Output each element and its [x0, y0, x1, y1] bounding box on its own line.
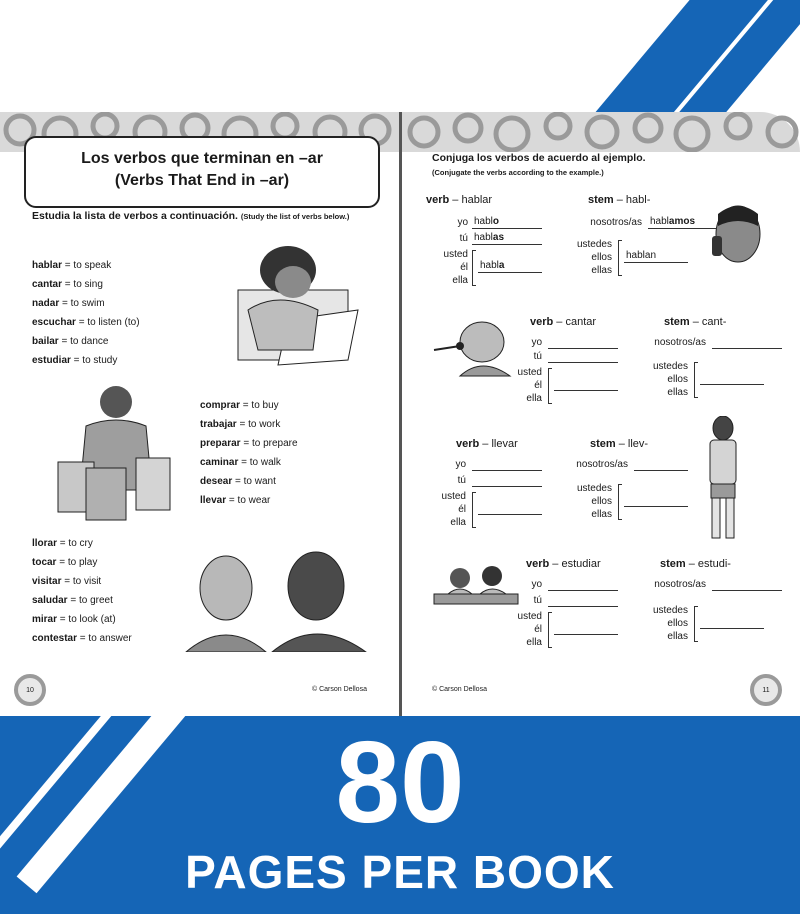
girl-standing-illustration [698, 416, 748, 542]
vocab-item: desear = to want [200, 476, 276, 487]
study-instruction: Estudia la lista de verbos a continuación. (Study the list of verbs below.) [32, 210, 350, 222]
vocab-item: mirar = to look (at) [32, 614, 116, 625]
two-men-greeting-illustration [176, 548, 372, 652]
vocab-item: tocar = to play [32, 557, 98, 568]
vocab-list-2 [200, 396, 298, 510]
girl-singing-illustration [430, 318, 520, 378]
example-answer-ustedes: hablan [626, 250, 657, 261]
page-count: 80 [335, 717, 465, 847]
vocab-item: llevar = to wear [200, 495, 271, 506]
vocab-item: estudiar = to study [32, 355, 118, 366]
vocab-item: visitar = to visit [32, 576, 102, 587]
page-title-box [24, 136, 380, 208]
page-number-badge: 10 [14, 674, 46, 706]
vocab-item: escuchar = to listen (to) [32, 317, 140, 328]
page-subtitle: (Verbs That End in –ar) [114, 172, 290, 189]
vocab-list-1 [32, 256, 140, 370]
vocab-item: saludar = to greet [32, 595, 113, 606]
vocab-item: preparar = to prepare [200, 438, 298, 449]
example-answer-yo: hablo [474, 216, 500, 227]
vocab-item: llorar = to cry [32, 538, 93, 549]
man-with-shopping-bags-illustration [48, 382, 174, 522]
example-answer-nosotros: hablamos [650, 216, 696, 227]
vocab-item: comprar = to buy [200, 400, 279, 411]
right-page: Conjuga los verbos de acuerdo al ejemplo. (Conjugate the verbs according to the example.) verb – hablar stem – habl- yo hablo tú hablas usted él ella habla nosotros/as hablamos ustedes ellos ellas hablan verb – cantar stem – cant- yo tú usted él ella nosotros/as ustedes ellos ellas verb – llevar stem – llev- yo tú usted él ella nosotros/as ustedes ellos ellas verb – estudiar stem – estudi- yo tú usted él ella nosotros/as ustedes ellos ellas © Carson Dellosa 11 [402, 112, 800, 716]
copyright: © Carson Dellosa [312, 686, 367, 693]
left-page [0, 112, 400, 716]
conjugate-instruction-en: (Conjugate the verbs according to the example.) [432, 168, 604, 177]
copyright: © Carson Dellosa [432, 686, 487, 693]
vocab-list-3 [32, 534, 132, 648]
page-number-badge: 11 [750, 674, 782, 706]
vocab-item: hablar = to speak [32, 260, 112, 271]
vocab-item: bailar = to dance [32, 336, 109, 347]
kids-studying-illustration [430, 564, 522, 612]
man-on-phone-illustration [702, 200, 774, 274]
circles-pattern-icon [402, 112, 800, 152]
vocab-item: caminar = to walk [200, 457, 281, 468]
pages-per-book-caption: PAGES PER BOOK [185, 846, 615, 898]
decorative-circles-header [402, 112, 800, 152]
example-answer-usted: habla [480, 260, 505, 271]
girl-studying-illustration [218, 240, 368, 372]
vocab-item: contestar = to answer [32, 633, 132, 644]
conjugate-instruction: Conjuga los verbos de acuerdo al ejemplo. [432, 152, 646, 164]
vocab-item: nadar = to swim [32, 298, 105, 309]
example-answer-tu: hablas [474, 232, 505, 243]
vocab-item: trabajar = to work [200, 419, 281, 430]
page-title: Los verbos que terminan en –ar [81, 150, 323, 167]
vocab-item: cantar = to sing [32, 279, 103, 290]
